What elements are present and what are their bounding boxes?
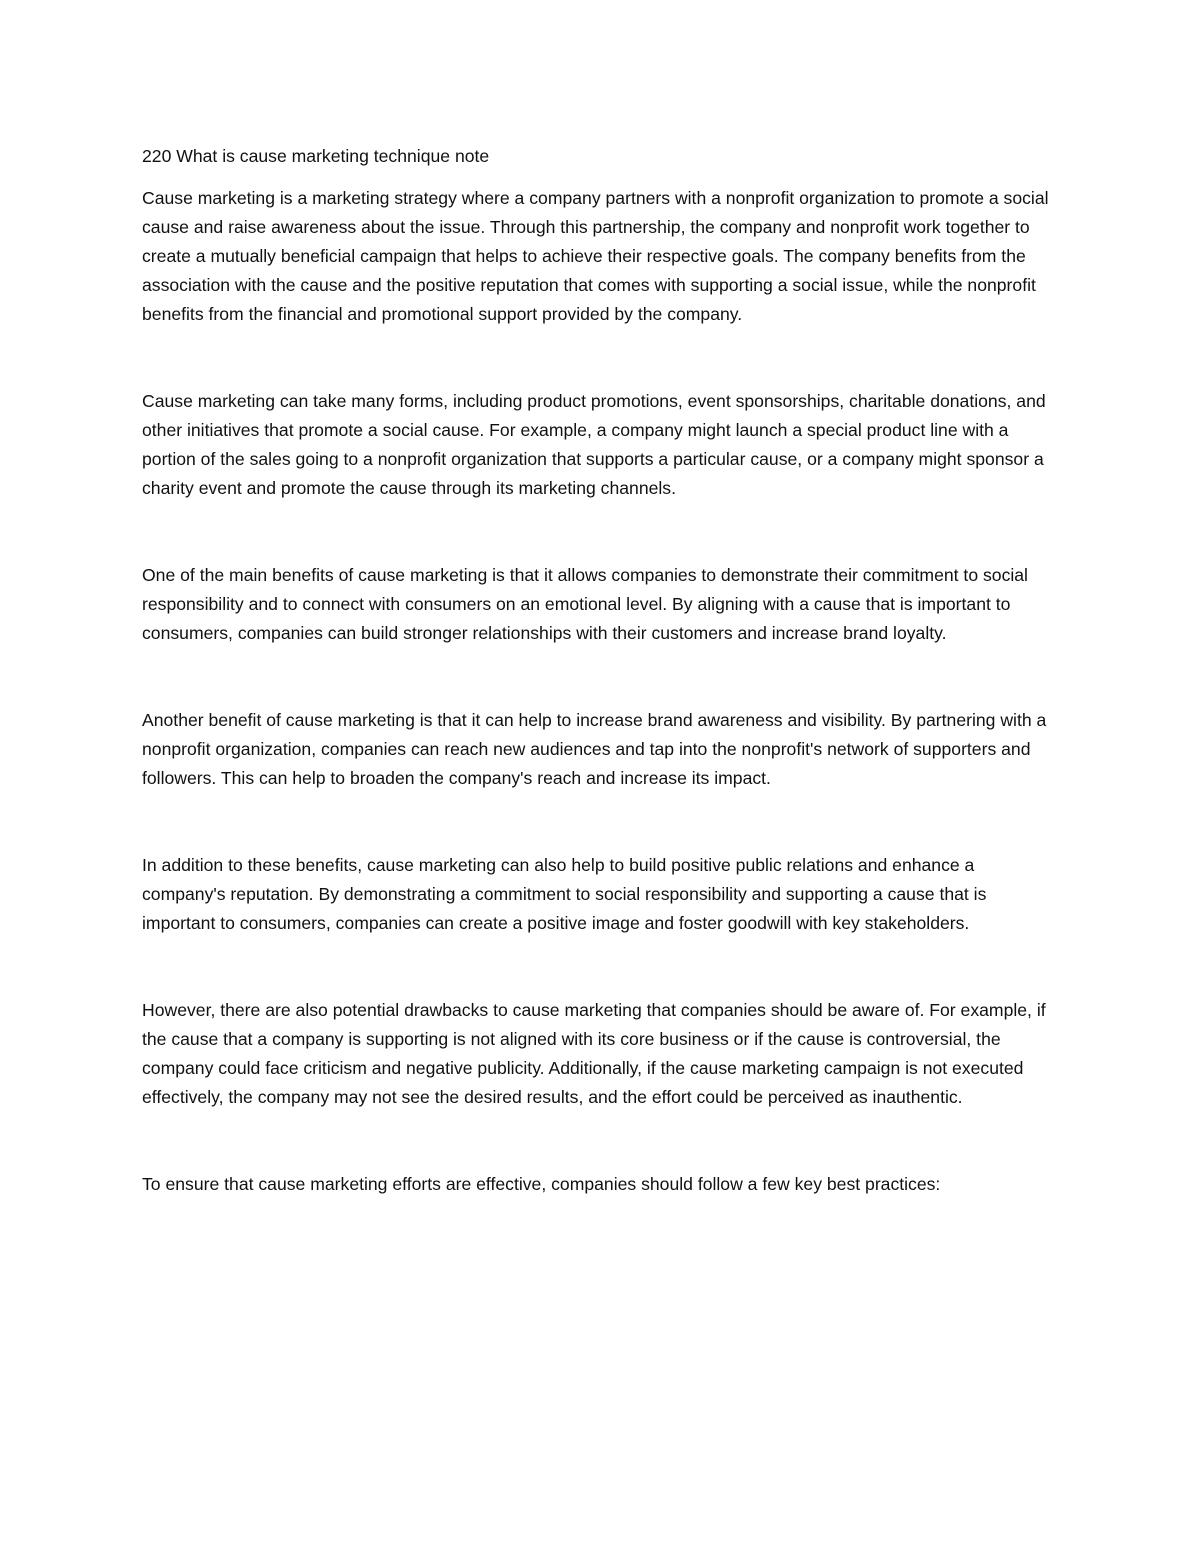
paragraph-4: Another benefit of cause marketing is that it can help to increase brand awareness and visibility. By partnering with a nonprofit organization, companies can reach new audiences and tap into the nonprofit's network of supporters and followers. This can help to broaden the company's reach and increase its impact. [142, 710, 1047, 788]
document-body [142, 142, 1062, 1199]
paragraph-1: Cause marketing is a marketing strategy where a company partners with a nonprofit organization to promote a social cause and raise awareness about the issue. Through this partnership, the company and nonprofit work together to create a mutually beneficial campaign that helps to achieve their respective goals. The company benefits from the association with the cause and the positive reputation that comes with supporting a social issue, while the nonprofit benefits from the financial and promotional support provided by the company. [142, 188, 1049, 324]
paragraph-3: One of the main benefits of cause marketing is that it allows companies to demonstrate their commitment to social responsibility and to connect with consumers on an emotional level. By aligning with a cause that is important to consumers, companies can build stronger relationships with their customers and increase brand loyalty. [142, 565, 1028, 643]
paragraph-7: To ensure that cause marketing efforts are effective, companies should follow a few key best practices: [142, 1174, 941, 1194]
paragraph-6: However, there are also potential drawbacks to cause marketing that companies should be aware of. For example, if the cause that a company is supporting is not aligned with its core business or if the cause is controversial, the company could face criticism and negative publicity. Additionally, if the cause marketing campaign is not executed effectively, the company may not see the desired results, and the effort could be perceived as inauthentic. [142, 1000, 1046, 1107]
paragraph-2: Cause marketing can take many forms, including product promotions, event sponsorships, charitable donations, and other initiatives that promote a social cause. For example, a company might launch a special product line with a portion of the sales going to a nonprofit organization that supports a particular cause, or a company might sponsor a charity event and promote the cause through its marketing channels. [142, 391, 1046, 498]
paragraph-5: In addition to these benefits, cause marketing can also help to build positive public relations and enhance a company's reputation. By demonstrating a commitment to social responsibility and supporting a cause that is important to consumers, companies can create a positive image and foster goodwill with key stakeholders. [142, 855, 987, 933]
document-title: 220 What is cause marketing technique note [142, 146, 490, 166]
